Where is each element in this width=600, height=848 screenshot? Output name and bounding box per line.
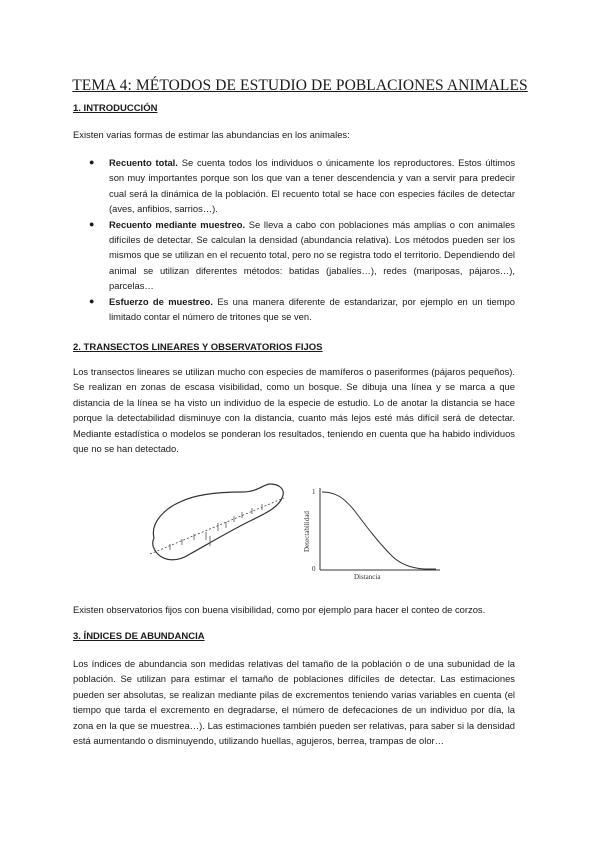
list-item-term: Esfuerzo de muestreo. <box>109 295 214 307</box>
list-item-text: Es una manera diferente de estandarizar, por ejemplo en un tiempo limitado contar el número de tritones que se ven. <box>109 295 515 323</box>
x-axis-label: Distancia <box>354 573 381 581</box>
transect-area-outline <box>153 484 284 560</box>
observation-marks <box>170 504 262 550</box>
detectability-curve <box>322 492 436 569</box>
transects-paragraph: Los transectos lineares se utilizan mucho con especies de mamíferos o paseriformes (pájaros pequeños). Se realizan en zonas de escasa visibilidad, como un bosque. Se dibuja una línea y se marca a que distancia de la línea se ha visto un individuo de la especie de estudio. Lo de anotar la distancia se hace porque la detectabilidad disminuye con la distancia, cuanto más lejos esté más difícil será de detectar. Mediante estadística o modelos se ponderan los resultados, teniendo en cuenta que ha habido individuos que no se han detectado. <box>73 366 515 455</box>
list-item <box>73 294 515 325</box>
bullet-icon: ● <box>89 295 95 306</box>
intro-list <box>73 155 515 324</box>
list-item-term: Recuento total. <box>109 157 178 168</box>
section-heading-indices: 3. ÍNDICES DE ABUNDANCIA <box>73 631 205 642</box>
section-heading-transects: 2. TRANSECTOS LINEARES Y OBSERVATORIOS FIJOS <box>73 342 323 353</box>
bullet-icon: ● <box>89 218 95 229</box>
y-axis-label: Detectabilidad <box>303 511 311 552</box>
y-bottom-tick: 0 <box>312 565 316 573</box>
list-item-text: Se lleva a cabo con poblaciones más amplias o con animales difíciles de detectar. Se calculan la densidad (abundancia relativa). Los métodos pueden ser los mismos que se utilizan en el recuento total, pero no se registra todo el territorio. Dependiendo del animal se utilizan diferentes métodos: batidas (jabalíes…), redes (mariposas, pájaros…), parcelas… <box>109 218 515 292</box>
y-top-tick: 1 <box>312 488 316 496</box>
bullet-icon: ● <box>89 157 95 167</box>
transect-figure <box>140 480 510 590</box>
section-heading-intro: 1. INTRODUCCIÓN <box>73 103 158 114</box>
list-item <box>73 217 515 294</box>
transects-paragraph-2: Existen observatorios fijos con buena visibilidad, como por ejemplo para hacer el conteo de corzos. <box>73 604 486 615</box>
intro-lead: Existen varias formas de estimar las abundancias en los animales: <box>73 129 350 140</box>
list-item-term: Recuento mediante muestreo. <box>109 218 246 230</box>
list-item <box>73 155 515 217</box>
list-item-text: Se cuenta todos los individuos o únicamente los reproductores. Estos últimos son muy importantes porque son los que van a tener descendencia y van a servir para predecir cual será la dinámica de la población. El recuento total se hace con especies fáciles de detectar (aves, anfibios, sarrios…). <box>109 157 516 215</box>
page-title: TEMA 4: MÉTODOS DE ESTUDIO DE POBLACIONES ANIMALES <box>72 77 528 94</box>
indices-paragraph: Los índices de abundancia son medidas relativas del tamaño de la población o de una subunidad de la población. Se utilizan para estimar el tamaño de poblaciones difíciles de detectar. Las estimaciones pueden ser absolutas, se realizan mediante pilas de excrementos teniendo varias variables en cuenta (el tiempo que tarda el excremento en degradarse, el número de defecaciones de un individuo por día, la zona en la que se muestrea…). Las estimaciones también pueden ser relativas, para saber si la densidad está aumentando o disminuyendo, utilizando huellas, agujeros, berrea, trampas de olor… <box>73 658 515 747</box>
